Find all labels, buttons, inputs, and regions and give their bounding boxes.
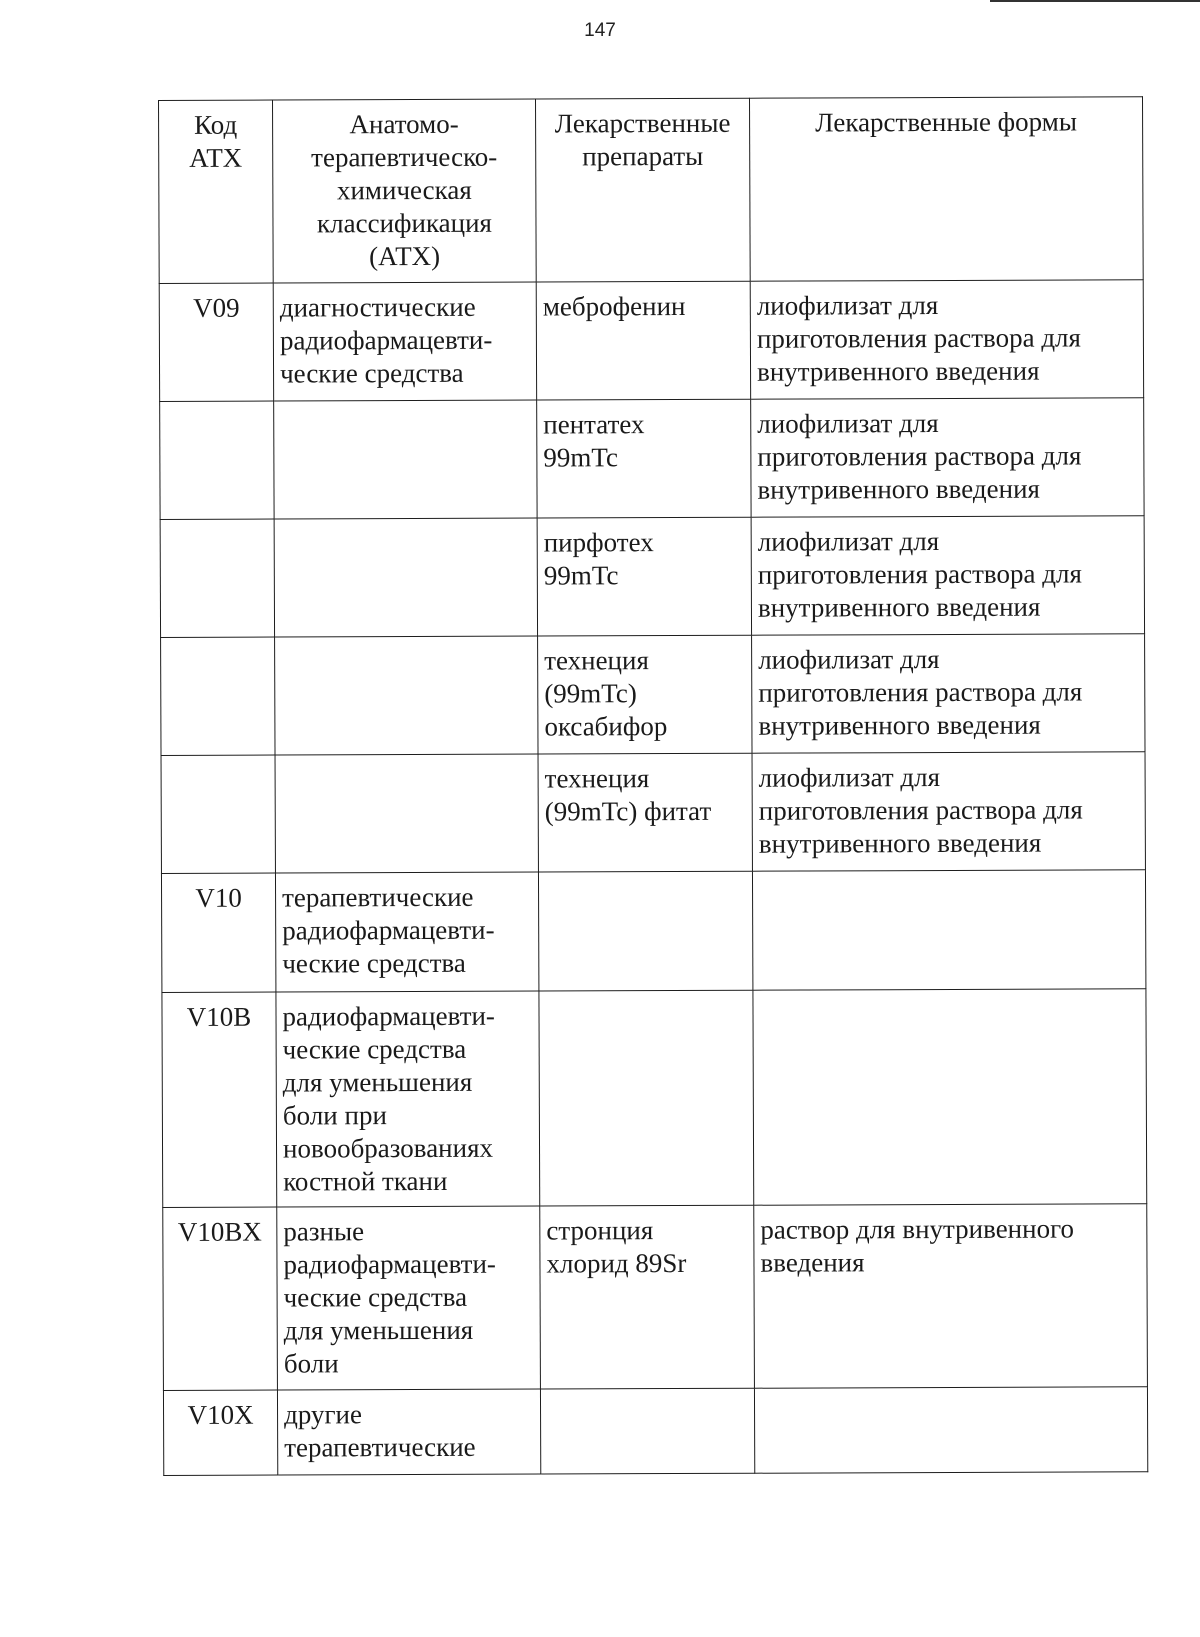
cell-text [545, 880, 746, 881]
cell-drug [540, 1205, 755, 1389]
text-line: лиофилизат для [756, 290, 939, 321]
cell-classification [276, 991, 540, 1207]
cell-drug [536, 281, 750, 400]
text-line: приготовления раствора для [757, 558, 1082, 590]
table-row [160, 516, 1144, 638]
cell-text [165, 109, 266, 175]
text-line: Анатомо- [349, 108, 459, 140]
table-row [161, 634, 1145, 756]
cell-code [161, 637, 275, 755]
text-line: терапевтическо- [311, 141, 498, 173]
cell-text [759, 997, 1139, 998]
cell-text [282, 763, 532, 764]
table-row [161, 752, 1145, 874]
cell-text [281, 527, 531, 528]
cell-code: V10B [162, 992, 277, 1207]
text-line: химическая [336, 174, 472, 206]
cell-text [760, 1212, 1140, 1279]
text-line: Код [193, 109, 238, 140]
cell-code: V09 [159, 283, 273, 401]
text-line: приготовления раствора для [757, 440, 1082, 472]
text-line: технеция [544, 763, 650, 794]
cell-text [284, 1398, 534, 1465]
text-line: лиофилизат для [758, 644, 940, 675]
table-row [161, 870, 1145, 993]
atx-table [158, 96, 1148, 1476]
cell-code: V10BX [163, 1207, 278, 1390]
cell-text [545, 762, 746, 829]
text-line: 99mTc [543, 442, 619, 473]
text-line: лиофилизат для [758, 762, 941, 793]
cell-text [543, 290, 744, 324]
cell-code: V10 [161, 873, 275, 992]
cell-drug [537, 399, 751, 518]
text-line: лиофилизат для [757, 526, 940, 557]
text-line: для уменьшения [283, 1314, 474, 1346]
text-line: боли при [282, 1100, 387, 1131]
text-line: ческие средства [279, 357, 464, 389]
top-edge-rule [990, 0, 1200, 2]
text-line: для уменьшения [282, 1066, 473, 1098]
text-line: стронция [546, 1215, 654, 1246]
text-line: лиофилизат для [757, 408, 939, 439]
text-line: ческие средства [283, 1281, 468, 1313]
text-line: приготовления раствора для [758, 794, 1083, 826]
text-line: диагностические [279, 291, 476, 323]
cell-text [759, 878, 1139, 879]
cell-drug [540, 1388, 754, 1474]
text-line: внутривенного введения [757, 473, 1040, 505]
text-line: терапевтические [284, 1431, 476, 1463]
cell-text [761, 1395, 1141, 1396]
cell-drug [539, 990, 754, 1206]
cell-text [757, 288, 1137, 388]
text-line: введения [760, 1247, 865, 1278]
text-line: боли [283, 1348, 339, 1379]
cell-text [544, 526, 745, 593]
cell-text [279, 108, 530, 274]
table-row [163, 1204, 1148, 1391]
text-line: костной ткани [283, 1165, 448, 1197]
text-line: технеция [544, 645, 649, 676]
cell-text [282, 1000, 533, 1199]
cell-code: V10X [163, 1390, 277, 1475]
cell-text [757, 406, 1137, 506]
text-line: приготовления раствора для [756, 322, 1081, 354]
cell-text [280, 409, 530, 410]
cell-classification [277, 1206, 541, 1390]
text-line: (99mTc) фитат [544, 795, 712, 827]
text-line: радиофармацевти- [282, 1000, 495, 1032]
cell-text [544, 644, 745, 744]
cell-drug [538, 635, 752, 754]
cell-form [752, 870, 1145, 991]
cell-text [283, 1215, 534, 1381]
text-line: 99mTc [543, 560, 619, 591]
page-number: 147 [584, 20, 616, 41]
cell-text [281, 645, 531, 646]
text-line: разные [283, 1216, 365, 1247]
table-row [159, 280, 1143, 402]
header-cell-forms [749, 97, 1143, 282]
table-row [160, 398, 1144, 520]
cell-classification [275, 754, 538, 873]
cell-form [752, 634, 1145, 754]
text-line: АТХ [189, 142, 243, 173]
text-line: хлорид 89Sr [546, 1247, 687, 1279]
header-cell-drugs [535, 98, 750, 282]
cell-form [754, 1204, 1148, 1389]
text-line: меброфенин [542, 290, 686, 322]
text-line: радиофармацевти- [282, 914, 495, 946]
cell-classification [273, 282, 536, 401]
text-line: пирфотех [543, 527, 654, 558]
cell-code [160, 519, 274, 637]
text-line: (99mTc) [544, 678, 637, 709]
text-line: оксабифор [544, 711, 668, 742]
table-row [163, 1387, 1147, 1476]
cell-drug [537, 517, 751, 636]
text-line: внутривенного введения [758, 827, 1042, 859]
cell-classification [275, 872, 538, 992]
cell-form [751, 398, 1144, 518]
text-line: радиофармацевти- [283, 1248, 496, 1280]
cell-text [547, 1397, 748, 1398]
text-line: внутривенного введения [756, 355, 1040, 387]
cell-classification [277, 1389, 540, 1475]
text-line: классификация [316, 207, 492, 239]
cell-text [545, 999, 746, 1000]
text-line: препараты [582, 140, 704, 172]
text-line: Лекарственные формы [815, 106, 1078, 138]
text-line: Лекарственные [554, 107, 731, 139]
text-line: другие [283, 1399, 362, 1430]
cell-classification [274, 400, 537, 519]
table-header-row [159, 97, 1144, 284]
cell-text [542, 107, 743, 174]
text-line: радиофармацевти- [279, 324, 493, 356]
cell-classification [275, 636, 538, 755]
text-line: новообразованиях [282, 1132, 494, 1164]
text-line: приготовления раствора для [758, 676, 1083, 708]
cell-text [756, 105, 1136, 139]
cell-form [750, 280, 1143, 400]
cell-classification [274, 518, 537, 637]
text-line: внутривенного введения [757, 591, 1041, 623]
text-line: пентатех [543, 409, 645, 440]
table-row [162, 989, 1147, 1208]
cell-drug [538, 871, 752, 991]
text-line: ческие средства [282, 1033, 467, 1065]
cell-text [759, 760, 1139, 860]
header-cell-code [159, 100, 274, 283]
cell-text [282, 881, 532, 981]
cell-text [758, 524, 1138, 624]
cell-text [543, 408, 744, 475]
text-line: внутривенного введения [758, 709, 1041, 741]
cell-form [751, 516, 1144, 636]
cell-text [546, 1214, 747, 1281]
text-line: раствор для внутривенного [760, 1213, 1075, 1245]
cell-form [752, 752, 1145, 872]
cell-code [161, 755, 275, 873]
cell-form [754, 1387, 1147, 1474]
text-line: ческие средства [282, 947, 466, 979]
text-line: (АТХ) [368, 240, 441, 272]
cell-form [753, 989, 1147, 1206]
text-line: терапевтические [282, 881, 474, 913]
cell-text [280, 291, 530, 391]
header-cell-classification [273, 99, 537, 283]
cell-text [758, 642, 1138, 742]
cell-drug [538, 753, 752, 872]
cell-code [160, 401, 274, 519]
